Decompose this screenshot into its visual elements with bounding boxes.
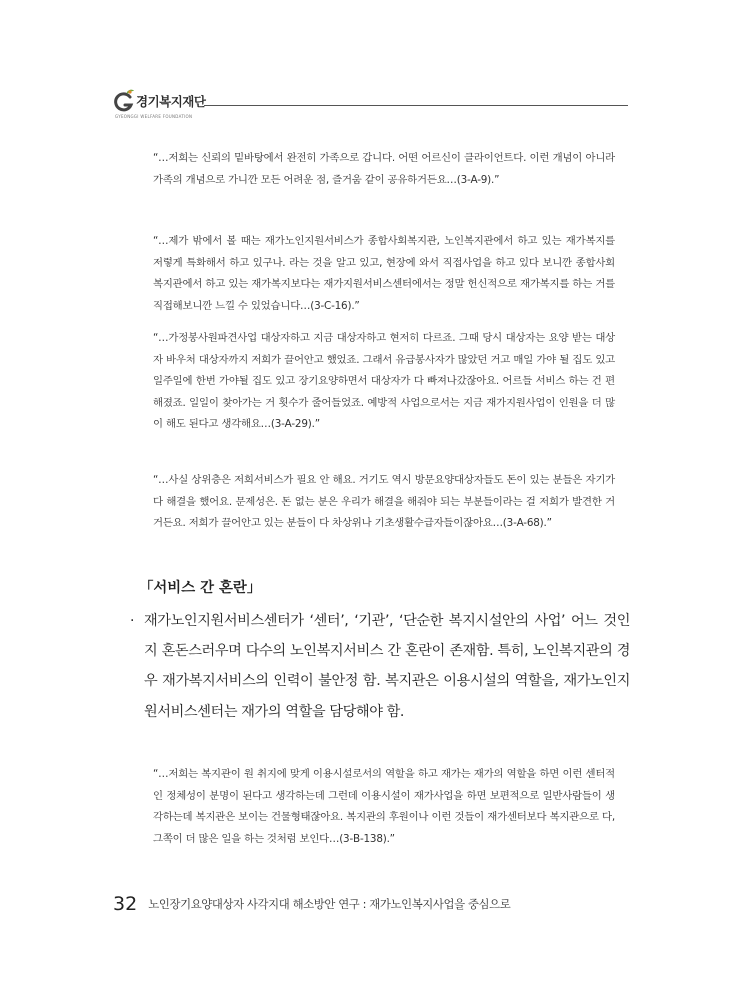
interview-quote-3: “…가정봉사원파견사업 대상자하고 지금 대상자하고 현저히 다르죠. 그때 당시 대상자는 요양 받는 대상자 바우처 대상자까지 저희가 끌어안고 했었죠. 그래서 유급봉사자가 많았던 거고 매일 가야 될 집도 있고 일주일에 한번 가야될 집도 있고 장기요양하면서 대상자가 다 빠져나갔잖아요. 어르들 서비스 하는 건 편해졌죠. 일일이 찾아가는 거 횟수가 줄어들었죠. 예방적 사업으로서는 지금 재가지원사업이 인원을 더 많이 해도 된다고 생각해요…(3-A-29).”	[153, 332, 615, 431]
section-heading: 「서비스 간 혼란」	[139, 580, 262, 596]
bullet-mark: ·	[130, 613, 135, 629]
foundation-name: 경기복지재단	[136, 94, 206, 109]
page-header	[113, 88, 628, 122]
interview-quote-4: “…사실 상위층은 저희서비스가 필요 안 해요. 거기도 역시 방문요양대상자들도 돈이 있는 분들은 자기가 다 해결을 했어요. 문제성은. 돈 없는 분은 우리가 해결을 해줘야 되는 부분들이라는 걸 저희가 발견한 거거든요. 저희가 끌어안고 있는 분들이 다 차상위나 기초생활수급자들이잖아요…(3-A-68).”	[153, 474, 615, 530]
interview-quote-5: “…저희는 복지관이 원 취지에 맞게 이용시설로서의 역할을 하고 재가는 재가의 역할을 하면 이런 센터적인 정체성이 분명이 된다고 생각하는데 그런데 이용시설이 재가사업을 하면 보편적으로 일반사람들이 생각하는데 복지관은 보이는 건물형태잖아요. 복지관의 후원이나 이런 것들이 재가센터보다 복지관으로 다, 그쪽이 더 많은 일을 하는 것처럼 보인다…(3-B-138).”	[153, 768, 615, 845]
bullet-text: 재가노인지원서비스센터가 ‘센터’, ‘기관’, ‘단순한 복지시설안의 사업’ 어느 것인지 혼돈스러우며 다수의 노인복지서비스 간 혼란이 존재함. 특히, 노인복지관의 경우 재가복지서비스의 인력이 불안정 함. 복지관은 이용시설의 역할을, 재가노인지원서비스센터는 재가의 역할을 담당해야 함.	[144, 613, 630, 720]
page-footer	[113, 893, 510, 919]
report-title: 노인장기요양대상자 사각지대 해소방안 연구 : 재가노인복지사업을 중심으로	[148, 897, 511, 911]
page-number: 32	[113, 893, 138, 915]
interview-quote-1: “…저희는 신뢰의 밑바탕에서 완전히 가족으로 갑니다. 어떤 어르신이 클라이언트다. 이런 개념이 아니라 가족의 개념으로 가니깐 모든 어려운 점, 즐거움 같이 공유하거든요…(3-A-9).”	[153, 152, 615, 186]
header-rule	[204, 105, 628, 106]
interview-quote-2: “…제가 밖에서 볼 때는 재가노인지원서비스가 종합사회복지관, 노인복지관에서 하고 있는 재가복지를 저렇게 특화해서 하고 있구나. 라는 것을 알고 있고, 현장에 와서 직접사업을 하고 있다 보니깐 종합사회복지관에서 하고 있는 재가복지보다는 재가지원서비스센터에서는 정말 헌신적으로 재가복지를 하는 거를 직접해보니깐 느낄 수 있었습니다…(3-C-16).”	[153, 235, 615, 312]
foundation-logo-icon	[113, 89, 135, 113]
foundation-subtitle: GYEONGGI WELFARE FOUNDATION	[115, 114, 193, 119]
